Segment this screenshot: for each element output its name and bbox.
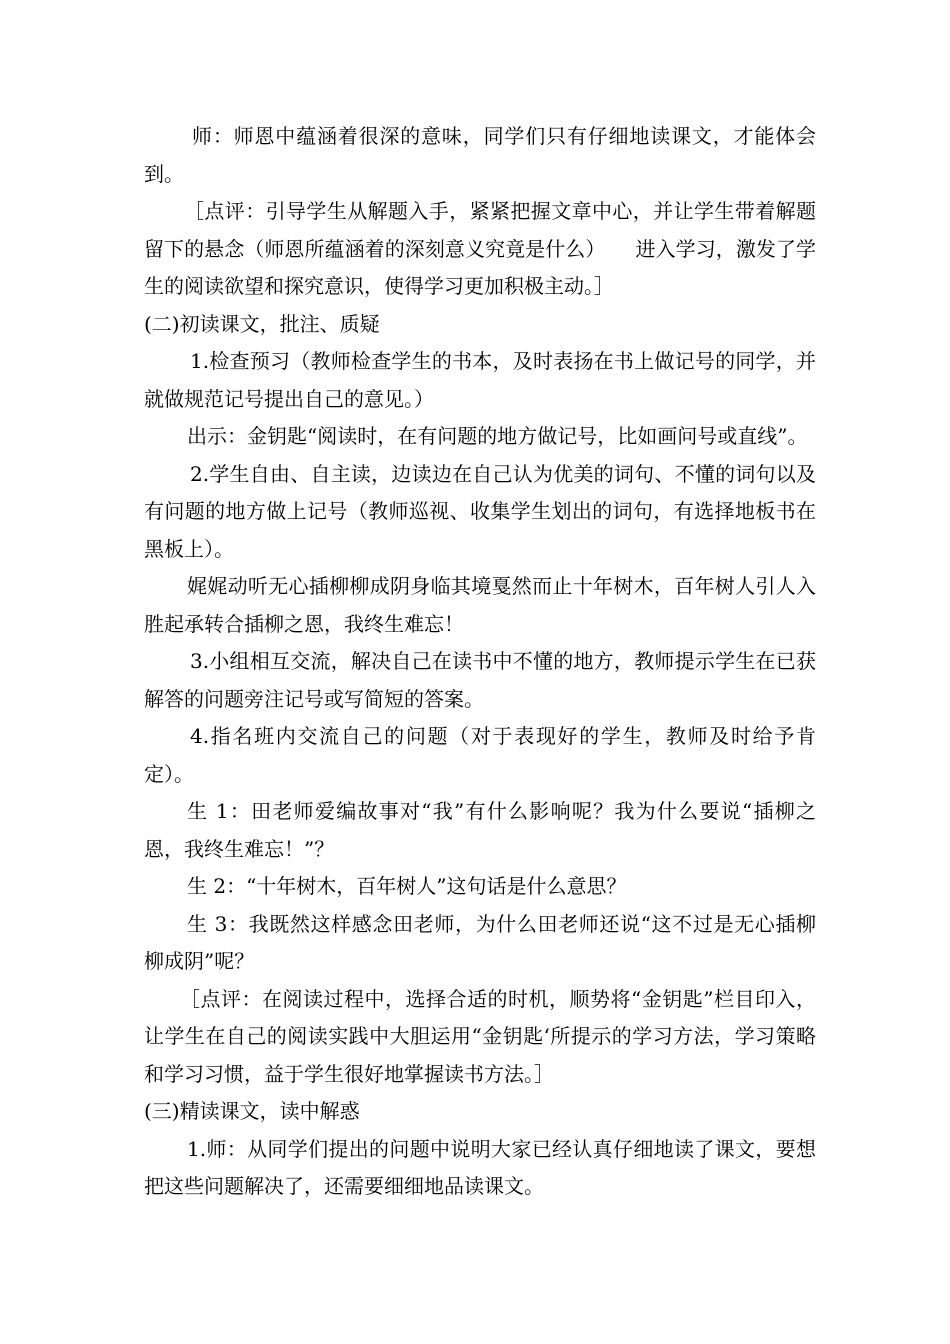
paragraph-step-4: 4.指名班内交流自己的问题（对于表现好的学生，教师及时给予肯定）。 [144,724,816,786]
paragraph-comment-1: ［点评：引导学生从解题入手，紧紧把握文章中心，并让学生带着解题留下的悬念（师恩所蕴涵着的深刻意义究竟是什么） 进入学习，激发了学生的阅读欲望和探究意识，使得学习更加积极主动。］ [144,199,816,298]
paragraph-golden-key: 出示：金钥匙“阅读时，在有问题的地方做记号，比如画问号或直线”。 [187,424,808,448]
paragraph-comment-2: ［点评：在阅读过程中，选择合适的时机，顺势将“金钥匙”栏目印入，让学生在自己的阅读实践中大胆运用“金钥匙‘所提示的学习方法，学习策略和学习习惯，益于学生很好地掌握读书方法。］ [144,986,816,1086]
paragraph-student-3: 生 3：我既然这样感念田老师，为什么田老师还说“这不过是无心插柳柳成阴”呢？ [144,911,816,973]
paragraph-teacher-step-1: 1.师：从同学们提出的问题中说明大家已经认真仔细地读了课文，要想把这些问题解决了，还需要细细地品读课文。 [144,1136,816,1198]
paragraph-step-3: 3.小组相互交流，解决自己在读书中不懂的地方，教师提示学生在已获解答的问题旁注记号或写简短的答案。 [144,649,816,711]
paragraph-student-1: 生 1：田老师爱编故事对“我”有什么影响呢？我为什么要说“插柳之恩，我终生难忘！”？ [144,799,816,861]
section-heading-2: (二)初读课文，批注、质疑 [144,311,380,336]
paragraph-step-2: 2.学生自由、自主读，边读边在自己认为优美的词句、不懂的词句以及有问题的地方做上记号（教师巡视、收集学生划出的词句，有选择地板书在黑板上）。 [144,461,816,561]
document-page [144,118,816,1206]
paragraph-step-1: 1.检查预习（教师检查学生的书本，及时表扬在书上做记号的同学，并就做规范记号提出自己的意见。） [144,349,816,411]
paragraph-vocabulary: 娓娓动听无心插柳柳成阴身临其境戛然而止十年树木，百年树人引人入胜起承转合插柳之恩，我终生难忘！ [144,574,816,636]
paragraph-student-2: 生 2：“十年树木，百年树人”这句话是什么意思？ [187,874,627,898]
paragraph-teacher-intro: 师：师恩中蕴涵着很深的意味，同学们只有仔细地读课文，才能体会到。 [144,124,816,186]
section-heading-3: (三)精读课文，读中解惑 [144,1099,360,1123]
